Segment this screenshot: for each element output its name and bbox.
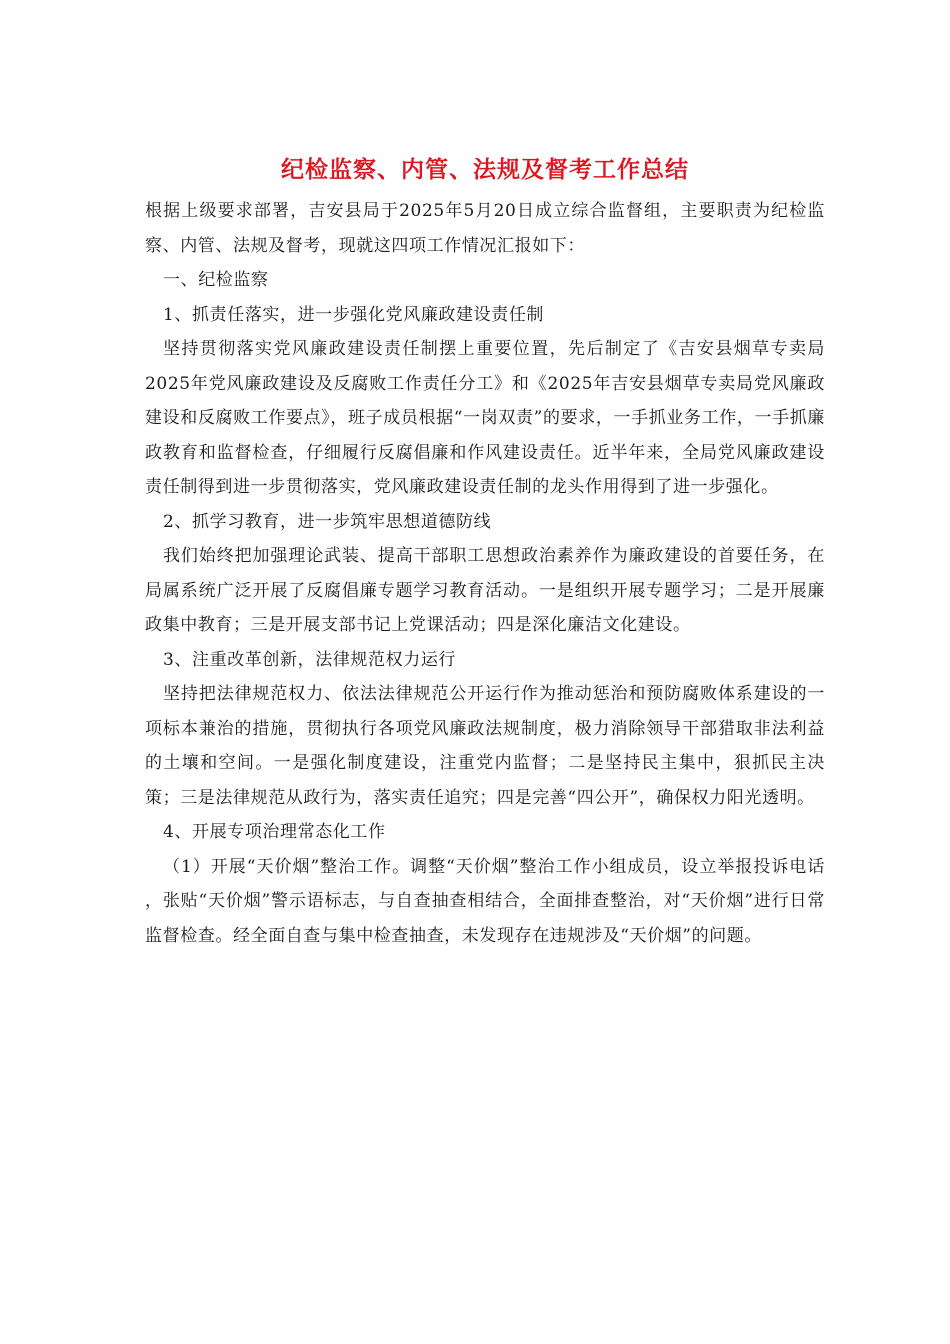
paragraph-education: 我们始终把加强理论武装、提高干部职工思想政治素养作为廉政建设的首要任务，在局属系统广泛开展了反腐倡廉专题学习教育活动。一是组织开展专题学习；二是开展廉政集中教育；三是开展支部书记上党课活动；四是深化廉洁文化建设。: [145, 546, 825, 635]
section-heading-discipline: 一、纪检监察: [163, 270, 269, 290]
subheading-special-governance: 4、开展专项治理常态化工作: [163, 822, 386, 842]
subheading-responsibility: 1、抓责任落实，进一步强化党风廉政建设责任制: [163, 304, 545, 325]
subheading-education: 2、抓学习教育，进一步筑牢思想道德防线: [163, 511, 492, 532]
paragraph-intro: 根据上级要求部署，吉安县局于2025年5月20日成立综合监督组，主要职责为纪检监察、内管、法规及督考，现就这四项工作情况汇报如下：: [145, 201, 825, 256]
subheading-reform: 3、注重改革创新，法律规范权力运行: [163, 649, 457, 670]
paragraph-special-governance: （1）开展“天价烟”整治工作。调整“天价烟”整治工作小组成员，设立举报投诉电话 ，张贴“天价烟”警示语标志，与自查抽查相结合，全面排查整治，对“天价烟”进行日常监督检查。经全面自查与集中检查抽查，未发现存在违规涉及“天价烟”的问题。: [145, 856, 825, 946]
paragraph-reform: 坚持把法律规范权力、依法法律规范公开运行作为推动惩治和预防腐败体系建设的一项标本兼治的措施，贯彻执行各项党风廉政法规制度，极力消除领导干部猎取非法利益的土壤和空间。一是强化制度建设，注重党内监督；二是坚持民主集中，狠抓民主决策；三是法律规范从政行为，落实责任追究；四是完善“四公开”，确保权力阳光透明。: [145, 684, 825, 808]
paragraph-responsibility: 坚持贯彻落实党风廉政建设责任制摆上重要位置，先后制定了《吉安县烟草专卖局2025年党风廉政建设及反腐败工作责任分工》和《2025年吉安县烟草专卖局党风廉政建设和反腐败工作要点》，班子成员根据“一岗双责”的要求，一手抓业务工作，一手抓廉政教育和监督检查，仔细履行反腐倡廉和作风建设责任。近半年来，全局党风廉政建设责任制得到进一步贯彻落实，党风廉政建设责任制的龙头作用得到了进一步强化。: [145, 339, 825, 497]
document-page: [145, 150, 825, 953]
document-title: 纪检监察、内管、法规及督考工作总结: [281, 156, 689, 183]
